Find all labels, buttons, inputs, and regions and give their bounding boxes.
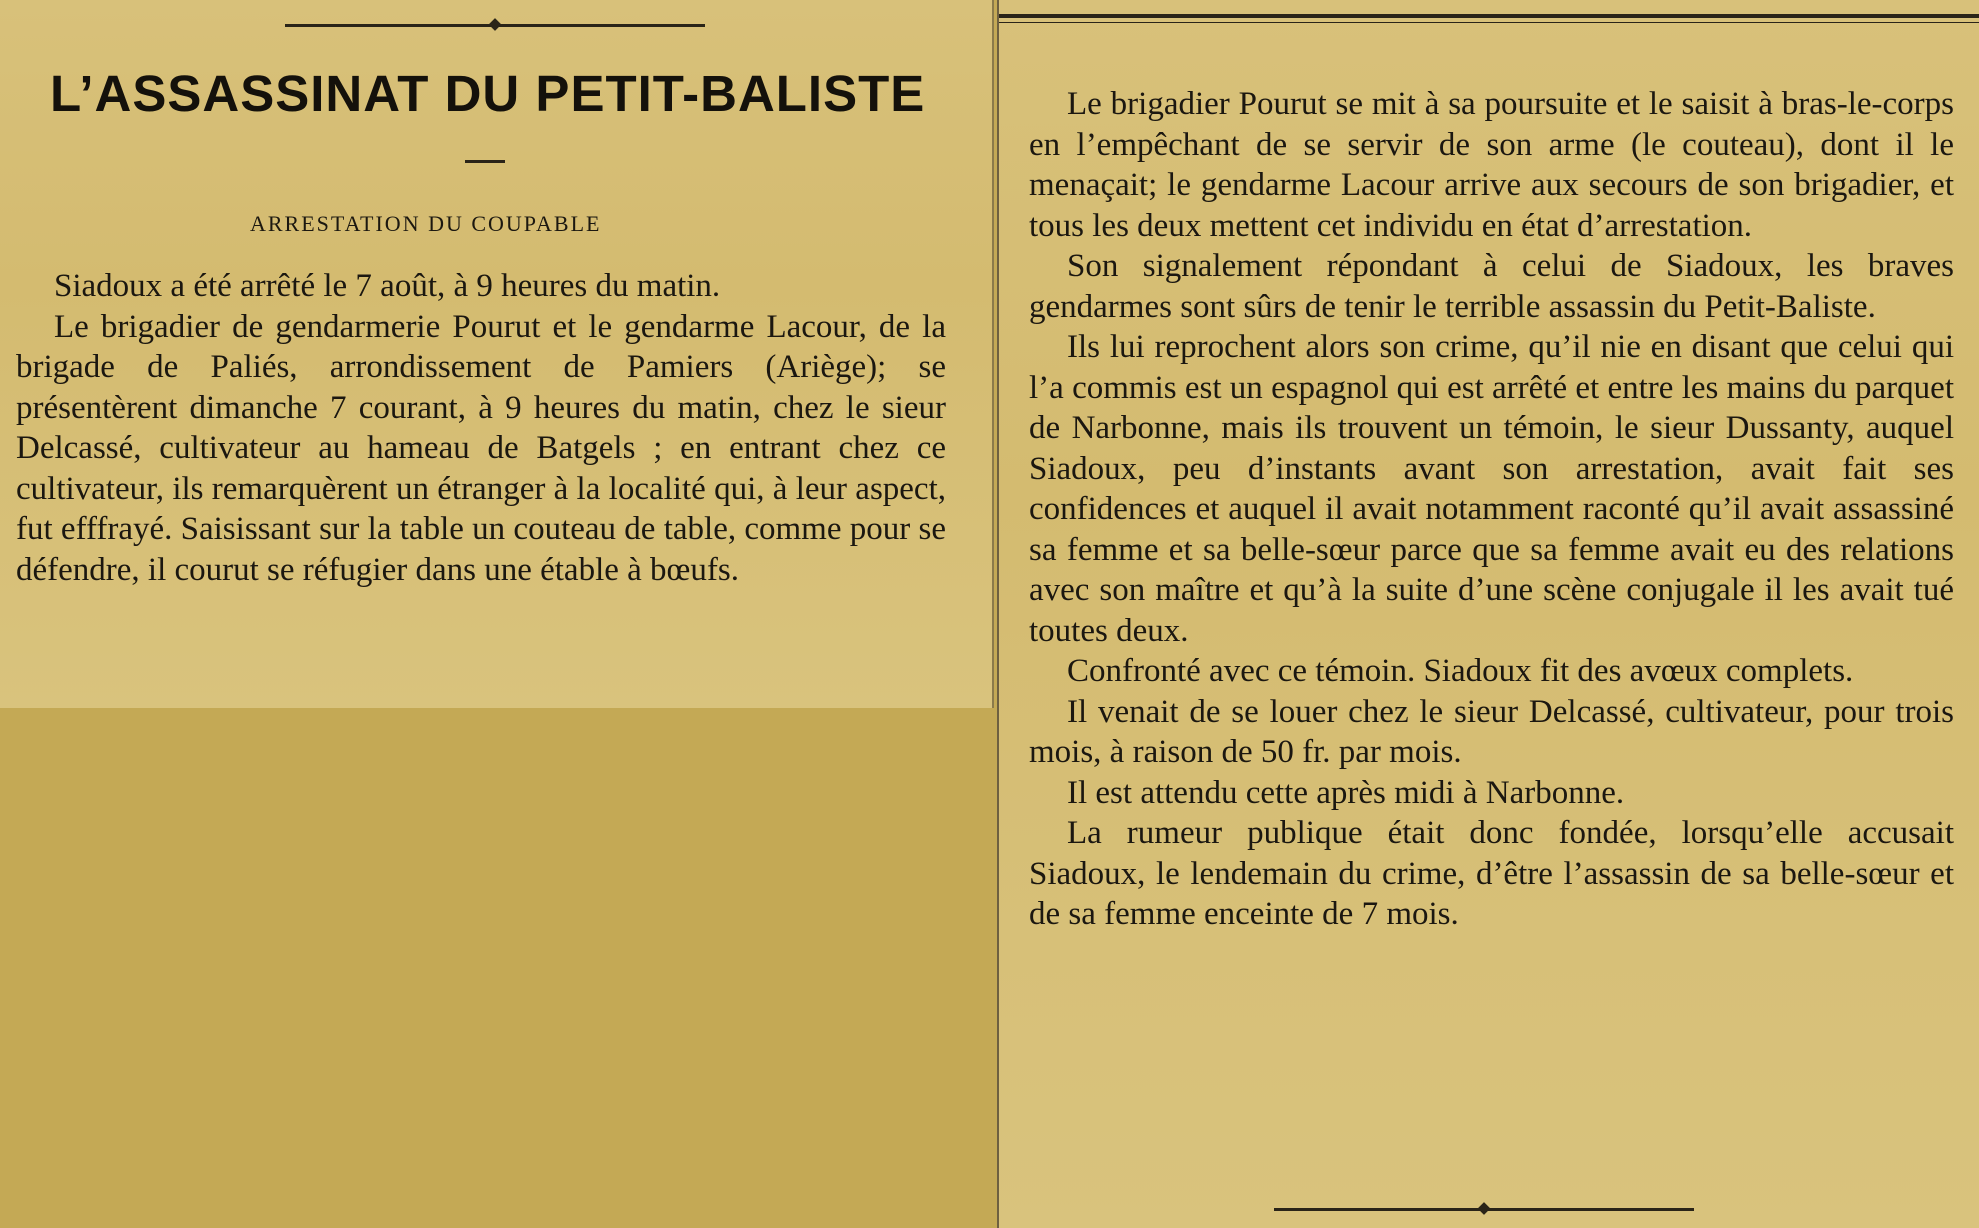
top-double-rule-thin [999, 22, 1979, 23]
headline-dash-divider [465, 160, 505, 163]
article-headline: L’ASSASSINAT DU PETIT-BALISTE [50, 65, 926, 122]
article-subheading: ARRESTATION DU COUPABLE [250, 211, 602, 236]
paragraph: Ils lui reprochent alors son crime, qu’il nie en disant que celui qui l’a commis est un espagnol qui est arrêté et entre les mains du parquet de Narbonne, mais ils trouvent un témoin, le sieur Dussanty, auquel Siadoux, peu d’instants avant son arrestation, avait fait ses confidences et auquel il avait notamment raconté qu’il avait assassiné sa femme et sa belle-sœur parce que sa femme avait eu des relations avec son maître et qu’à la suite d’une scène conjugale il les avait tué toutes deux. [1029, 329, 1954, 649]
paragraph: Confronté avec ce témoin. Siadoux fit des avœux complets. [1067, 653, 1854, 689]
paragraph: Il venait de se louer chez le sieur Delcassé, cultivateur, pour trois mois, à raison de 50 fr. par mois. [1029, 693, 1954, 770]
diamond-ornament-icon [489, 18, 502, 31]
top-double-rule-thick [999, 14, 1979, 18]
left-column-body [16, 266, 946, 590]
paragraph: Son signalement répondant à celui de Siadoux, les braves gendarmes sont sûrs de tenir le terrible assassin du Petit-Baliste. [1029, 248, 1954, 325]
paragraph: Siadoux a été arrêté le 7 août, à 9 heures du matin. [54, 268, 721, 304]
paragraph: Il est attendu cette après midi à Narbonne. [1067, 774, 1625, 811]
right-column-body [1029, 84, 1954, 935]
top-ornamental-rule [285, 24, 705, 27]
paragraph: Le brigadier de gendarmerie Pourut et le gendarme Lacour, de la brigade de Paliés, arrondissement de Pamiers (Ariège); se présentèrent dimanche 7 courant, à 9 heures du matin, chez le sieur Delcassé, cultivateur au hameau de Batgels ; en entrant chez ce cultivateur, ils remarquèrent un étranger à la localité qui, à leur aspect, fut efffrayé. Saisissant sur la table un couteau de table, comme pour se défendre, il courut se réfugier dans une étable à bœufs. [16, 308, 946, 588]
right-clipping [997, 0, 1979, 1228]
bottom-ornamental-rule [1274, 1208, 1694, 1211]
left-clipping [0, 0, 994, 708]
diamond-ornament-icon [1478, 1202, 1491, 1215]
paragraph: Le brigadier Pourut se mit à sa poursuite et le saisit à bras-le-corps en l’empêchant de se servir de son arme (le couteau), dont il le menaçait; le gendarme Lacour arrive aux secours de son brigadier, et tous les deux mettent cet individu en état d’arrestation. [1029, 86, 1954, 244]
paragraph: La rumeur publique était donc fondée, lorsqu’elle accusait Siadoux, le lendemain du crime, d’être l’assassin de sa belle-sœur et de sa femme enceinte de 7 mois. [1029, 815, 1954, 932]
